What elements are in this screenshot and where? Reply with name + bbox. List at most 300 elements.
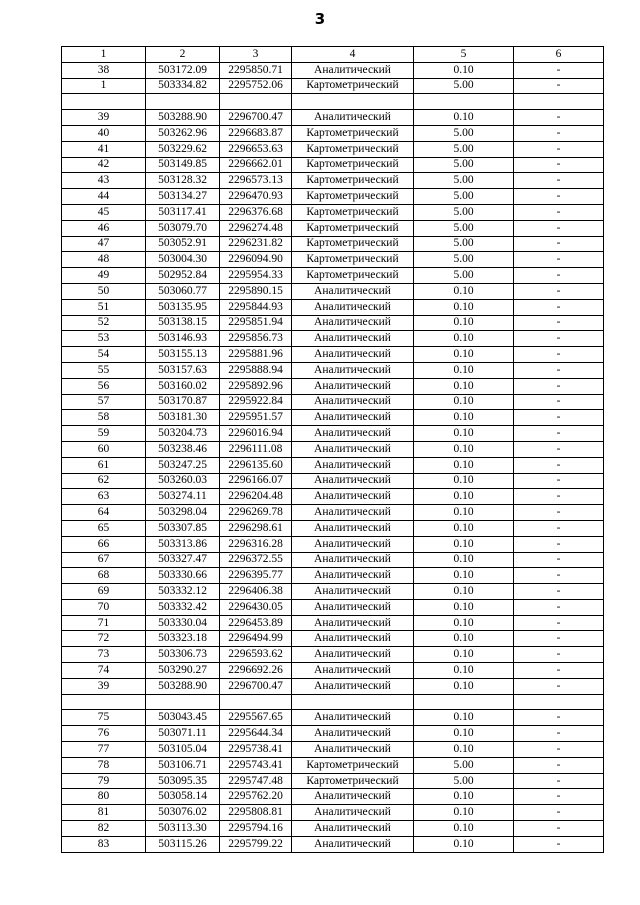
table-cell: 0.10 (414, 821, 514, 837)
table-cell: 2296316.28 (220, 536, 292, 552)
table-cell: 503260.03 (146, 473, 220, 489)
table-cell: - (514, 805, 604, 821)
table-cell: Аналитический (292, 726, 414, 742)
table-row (62, 489, 604, 505)
table-cell: 503149.85 (146, 157, 220, 173)
table-row (62, 441, 604, 457)
table-row (62, 631, 604, 647)
table-cell: 0.10 (414, 315, 514, 331)
header-cell: 6 (514, 47, 604, 63)
table-cell: 67 (62, 552, 146, 568)
table-cell: 75 (62, 710, 146, 726)
table-cell: - (514, 394, 604, 410)
table-cell: - (514, 615, 604, 631)
table-cell: 2296430.05 (220, 599, 292, 615)
table-cell: 2296700.47 (220, 678, 292, 694)
table-cell: 5.00 (414, 189, 514, 205)
table-cell: - (514, 268, 604, 284)
table-cell: 2296470.93 (220, 189, 292, 205)
table-cell (292, 694, 414, 710)
table-cell: 52 (62, 315, 146, 331)
table-cell: 66 (62, 536, 146, 552)
table-cell: - (514, 331, 604, 347)
table-cell: 2296494.99 (220, 631, 292, 647)
table-cell: 2295644.34 (220, 726, 292, 742)
table-cell: 2296111.08 (220, 441, 292, 457)
table-cell: - (514, 157, 604, 173)
table-cell: 5.00 (414, 157, 514, 173)
table-cell: 81 (62, 805, 146, 821)
table-cell: 1 (62, 78, 146, 94)
table-cell: 5.00 (414, 125, 514, 141)
table-cell: 2295954.33 (220, 268, 292, 284)
table-cell: 5.00 (414, 757, 514, 773)
table-cell: Картометрический (292, 220, 414, 236)
table-cell: - (514, 536, 604, 552)
table-row (62, 299, 604, 315)
table-cell (414, 694, 514, 710)
table-cell: Аналитический (292, 805, 414, 821)
table-cell: 5.00 (414, 78, 514, 94)
table-cell: Аналитический (292, 299, 414, 315)
table-cell: 2296395.77 (220, 568, 292, 584)
table-cell: 70 (62, 599, 146, 615)
table-cell: 0.10 (414, 505, 514, 521)
table-cell: 2296653.63 (220, 141, 292, 157)
table-row (62, 647, 604, 663)
table-cell: 5.00 (414, 220, 514, 236)
table-cell: Картометрический (292, 252, 414, 268)
table-cell: 71 (62, 615, 146, 631)
table-cell: - (514, 568, 604, 584)
table-cell: - (514, 236, 604, 252)
table-cell: 0.10 (414, 489, 514, 505)
table-cell: - (514, 836, 604, 852)
table-cell: 2296135.60 (220, 457, 292, 473)
table-cell: 2296204.48 (220, 489, 292, 505)
table-cell: Аналитический (292, 821, 414, 837)
table-cell: Аналитический (292, 347, 414, 363)
table-cell: Картометрический (292, 125, 414, 141)
table-cell (62, 94, 146, 110)
table-cell: Аналитический (292, 457, 414, 473)
table-cell: 0.10 (414, 110, 514, 126)
table-cell: 5.00 (414, 204, 514, 220)
table-cell: Аналитический (292, 315, 414, 331)
table-cell: 0.10 (414, 678, 514, 694)
table-cell: 503288.90 (146, 110, 220, 126)
table-cell: 503334.82 (146, 78, 220, 94)
table-cell: 2296274.48 (220, 220, 292, 236)
table-cell: - (514, 678, 604, 694)
table-cell: 72 (62, 631, 146, 647)
table-cell: - (514, 426, 604, 442)
table-cell: 49 (62, 268, 146, 284)
table-cell: 503128.32 (146, 173, 220, 189)
table-cell: 0.10 (414, 283, 514, 299)
table-cell: Аналитический (292, 331, 414, 347)
table-cell: 503262.96 (146, 125, 220, 141)
table-cell: 0.10 (414, 742, 514, 758)
table-cell: 503290.27 (146, 663, 220, 679)
table-row (62, 315, 604, 331)
table-cell: 2295888.94 (220, 362, 292, 378)
table-row (62, 173, 604, 189)
table-cell: 44 (62, 189, 146, 205)
table-row (62, 236, 604, 252)
table-cell: 503306.73 (146, 647, 220, 663)
table-cell: Аналитический (292, 789, 414, 805)
table-cell: - (514, 299, 604, 315)
table-cell: 5.00 (414, 173, 514, 189)
table-cell: 0.10 (414, 441, 514, 457)
table-cell: Картометрический (292, 268, 414, 284)
table-cell: 2296376.68 (220, 204, 292, 220)
table-header-row (62, 47, 604, 63)
table-cell: 2296453.89 (220, 615, 292, 631)
table-cell: 42 (62, 157, 146, 173)
table-cell: 60 (62, 441, 146, 457)
table-cell: - (514, 347, 604, 363)
table-cell: 54 (62, 347, 146, 363)
table-row (62, 410, 604, 426)
table-cell: Аналитический (292, 836, 414, 852)
table-cell: Аналитический (292, 552, 414, 568)
table-cell: 62 (62, 473, 146, 489)
table-cell: Аналитический (292, 568, 414, 584)
table-cell: 503157.63 (146, 362, 220, 378)
header-cell: 4 (292, 47, 414, 63)
table-cell: - (514, 773, 604, 789)
table-cell: - (514, 631, 604, 647)
table-row (62, 252, 604, 268)
table-cell: 503052.91 (146, 236, 220, 252)
table-cell: Аналитический (292, 426, 414, 442)
table-row (62, 283, 604, 299)
table-cell: 5.00 (414, 141, 514, 157)
table-cell: Аналитический (292, 62, 414, 78)
table-cell: - (514, 378, 604, 394)
table-cell: 82 (62, 821, 146, 837)
table-cell: 2296700.47 (220, 110, 292, 126)
table-row (62, 789, 604, 805)
table-cell: 2296269.78 (220, 505, 292, 521)
table-row (62, 457, 604, 473)
table-cell: - (514, 489, 604, 505)
table-cell: 2296406.38 (220, 584, 292, 600)
table-cell: 2295762.20 (220, 789, 292, 805)
header-cell: 2 (146, 47, 220, 63)
table-cell: 503115.26 (146, 836, 220, 852)
table-cell: 55 (62, 362, 146, 378)
table-cell: - (514, 742, 604, 758)
table-cell: Картометрический (292, 78, 414, 94)
table-cell: 2295851.94 (220, 315, 292, 331)
table-cell: 43 (62, 173, 146, 189)
table-cell: Аналитический (292, 520, 414, 536)
table-row (62, 552, 604, 568)
table-spacer-row (62, 94, 604, 110)
table-row (62, 362, 604, 378)
table-row (62, 710, 604, 726)
table-cell: 63 (62, 489, 146, 505)
table-row (62, 805, 604, 821)
table-cell: 2295738.41 (220, 742, 292, 758)
table-row (62, 678, 604, 694)
table-cell: 47 (62, 236, 146, 252)
table-cell: 0.10 (414, 62, 514, 78)
table-row (62, 726, 604, 742)
table-cell: 2295808.81 (220, 805, 292, 821)
table-cell: 2296016.94 (220, 426, 292, 442)
table-cell: - (514, 726, 604, 742)
table-cell: 69 (62, 584, 146, 600)
table-cell: 73 (62, 647, 146, 663)
table-cell: 503135.95 (146, 299, 220, 315)
table-cell: 0.10 (414, 299, 514, 315)
table-cell: 503079.70 (146, 220, 220, 236)
table-row (62, 331, 604, 347)
table-cell: 2295752.06 (220, 78, 292, 94)
table-row (62, 584, 604, 600)
table-cell: Аналитический (292, 378, 414, 394)
table-cell (514, 694, 604, 710)
table-cell: 41 (62, 141, 146, 157)
table-cell: 2296231.82 (220, 236, 292, 252)
table-cell: - (514, 757, 604, 773)
table-cell: 503113.30 (146, 821, 220, 837)
table-cell: 64 (62, 505, 146, 521)
table-cell: 503204.73 (146, 426, 220, 442)
table-cell: - (514, 410, 604, 426)
table-cell: 0.10 (414, 584, 514, 600)
table-cell: - (514, 125, 604, 141)
table-cell: Аналитический (292, 615, 414, 631)
table-cell: Картометрический (292, 757, 414, 773)
coordinates-table (61, 46, 604, 853)
table-cell: Аналитический (292, 110, 414, 126)
table-cell: Картометрический (292, 173, 414, 189)
table-cell: 0.10 (414, 536, 514, 552)
table-cell: 45 (62, 204, 146, 220)
table-cell: 2295890.15 (220, 283, 292, 299)
table-cell: 0.10 (414, 647, 514, 663)
table-cell: 2295922.84 (220, 394, 292, 410)
table-cell: Аналитический (292, 410, 414, 426)
table-cell: 503160.02 (146, 378, 220, 394)
table-cell: 56 (62, 378, 146, 394)
table-row (62, 773, 604, 789)
table-cell: 503095.35 (146, 773, 220, 789)
table-cell: 2296094.90 (220, 252, 292, 268)
table-cell: 0.10 (414, 789, 514, 805)
table-cell: Аналитический (292, 663, 414, 679)
table-cell: 503274.11 (146, 489, 220, 505)
table-cell: 503238.46 (146, 441, 220, 457)
table-cell: 2295951.57 (220, 410, 292, 426)
table-cell: 503332.12 (146, 584, 220, 600)
table-cell: Аналитический (292, 441, 414, 457)
table-cell: - (514, 204, 604, 220)
table-cell: - (514, 457, 604, 473)
table-row (62, 125, 604, 141)
table-row (62, 110, 604, 126)
table-cell: 503155.13 (146, 347, 220, 363)
table-cell: 2295850.71 (220, 62, 292, 78)
table-cell: 0.10 (414, 426, 514, 442)
table-row (62, 157, 604, 173)
table-cell: 61 (62, 457, 146, 473)
table-cell: 38 (62, 62, 146, 78)
table-cell: 83 (62, 836, 146, 852)
table-cell: Аналитический (292, 473, 414, 489)
table-cell: Аналитический (292, 678, 414, 694)
table-cell: 2296662.01 (220, 157, 292, 173)
table-cell: Картометрический (292, 236, 414, 252)
table-cell: 2295856.73 (220, 331, 292, 347)
table-cell: 503105.04 (146, 742, 220, 758)
table-cell: Картометрический (292, 204, 414, 220)
table-cell: 503298.04 (146, 505, 220, 521)
page-number: 3 (314, 10, 326, 28)
table-cell: 502952.84 (146, 268, 220, 284)
table-cell: 39 (62, 678, 146, 694)
table-cell: Аналитический (292, 505, 414, 521)
table-cell: 0.10 (414, 615, 514, 631)
table-cell: 2296372.55 (220, 552, 292, 568)
table-cell: 2295892.96 (220, 378, 292, 394)
table-cell: - (514, 520, 604, 536)
table-cell: 58 (62, 410, 146, 426)
table-cell: Аналитический (292, 742, 414, 758)
table-cell: 503117.41 (146, 204, 220, 220)
table-cell: 5.00 (414, 268, 514, 284)
table-cell: 503181.30 (146, 410, 220, 426)
table-cell: Аналитический (292, 394, 414, 410)
table-cell: - (514, 663, 604, 679)
table-row (62, 836, 604, 852)
table-cell: - (514, 552, 604, 568)
header-cell: 3 (220, 47, 292, 63)
table-cell: 503330.04 (146, 615, 220, 631)
table-cell: 5.00 (414, 236, 514, 252)
table-cell (514, 94, 604, 110)
table-cell: 2295881.96 (220, 347, 292, 363)
table-cell: 2295743.41 (220, 757, 292, 773)
table-cell: 74 (62, 663, 146, 679)
table-cell: 46 (62, 220, 146, 236)
table-cell: 503288.90 (146, 678, 220, 694)
table-cell: - (514, 710, 604, 726)
table-row (62, 568, 604, 584)
table-cell: 503043.45 (146, 710, 220, 726)
table-cell: Картометрический (292, 773, 414, 789)
table-cell: 503106.71 (146, 757, 220, 773)
table-cell: Аналитический (292, 489, 414, 505)
table-cell: - (514, 505, 604, 521)
table-cell: 503330.66 (146, 568, 220, 584)
table-row (62, 663, 604, 679)
table-cell: Картометрический (292, 189, 414, 205)
table-cell: 5.00 (414, 252, 514, 268)
table-cell: Аналитический (292, 283, 414, 299)
table-cell: 503071.11 (146, 726, 220, 742)
table-cell: 503170.87 (146, 394, 220, 410)
table-cell: 503076.02 (146, 805, 220, 821)
table-cell (414, 94, 514, 110)
table-cell: Картометрический (292, 157, 414, 173)
table-cell: 0.10 (414, 394, 514, 410)
table-cell: - (514, 362, 604, 378)
table-row (62, 520, 604, 536)
table-row (62, 599, 604, 615)
table-cell: - (514, 173, 604, 189)
table-cell: 503058.14 (146, 789, 220, 805)
table-cell: 50 (62, 283, 146, 299)
table-cell: 503327.47 (146, 552, 220, 568)
table-cell: 0.10 (414, 599, 514, 615)
table-row (62, 505, 604, 521)
table-cell: Аналитический (292, 536, 414, 552)
table-row (62, 347, 604, 363)
table-cell (62, 694, 146, 710)
table-cell (146, 94, 220, 110)
table-row (62, 204, 604, 220)
table-cell: 0.10 (414, 410, 514, 426)
table-spacer-row (62, 694, 604, 710)
table-cell (292, 94, 414, 110)
table-cell: 503060.77 (146, 283, 220, 299)
table-cell: 503138.15 (146, 315, 220, 331)
table-cell: - (514, 110, 604, 126)
table-cell: 503134.27 (146, 189, 220, 205)
table-cell: 51 (62, 299, 146, 315)
table-row (62, 821, 604, 837)
table-cell: - (514, 189, 604, 205)
table-cell: - (514, 62, 604, 78)
table-cell: 0.10 (414, 378, 514, 394)
table-cell: 2295799.22 (220, 836, 292, 852)
table-cell: Аналитический (292, 647, 414, 663)
table-cell: Аналитический (292, 584, 414, 600)
header-cell: 5 (414, 47, 514, 63)
table-cell: - (514, 441, 604, 457)
table-row (62, 742, 604, 758)
table-cell: 503332.42 (146, 599, 220, 615)
table-cell: 40 (62, 125, 146, 141)
table-cell: - (514, 584, 604, 600)
table-cell: 2296298.61 (220, 520, 292, 536)
table-cell: 59 (62, 426, 146, 442)
table-row (62, 426, 604, 442)
table-row (62, 189, 604, 205)
table-cell: 2296692.26 (220, 663, 292, 679)
table-row (62, 141, 604, 157)
table-cell: - (514, 821, 604, 837)
table-cell: 0.10 (414, 836, 514, 852)
table-cell: 0.10 (414, 568, 514, 584)
table-cell: 78 (62, 757, 146, 773)
table-cell: 53 (62, 331, 146, 347)
table-cell: 65 (62, 520, 146, 536)
table-row (62, 536, 604, 552)
table-cell: Аналитический (292, 362, 414, 378)
table-cell (220, 94, 292, 110)
table-cell: 0.10 (414, 473, 514, 489)
table-cell: - (514, 473, 604, 489)
table-cell: 80 (62, 789, 146, 805)
table-cell: 503229.62 (146, 141, 220, 157)
